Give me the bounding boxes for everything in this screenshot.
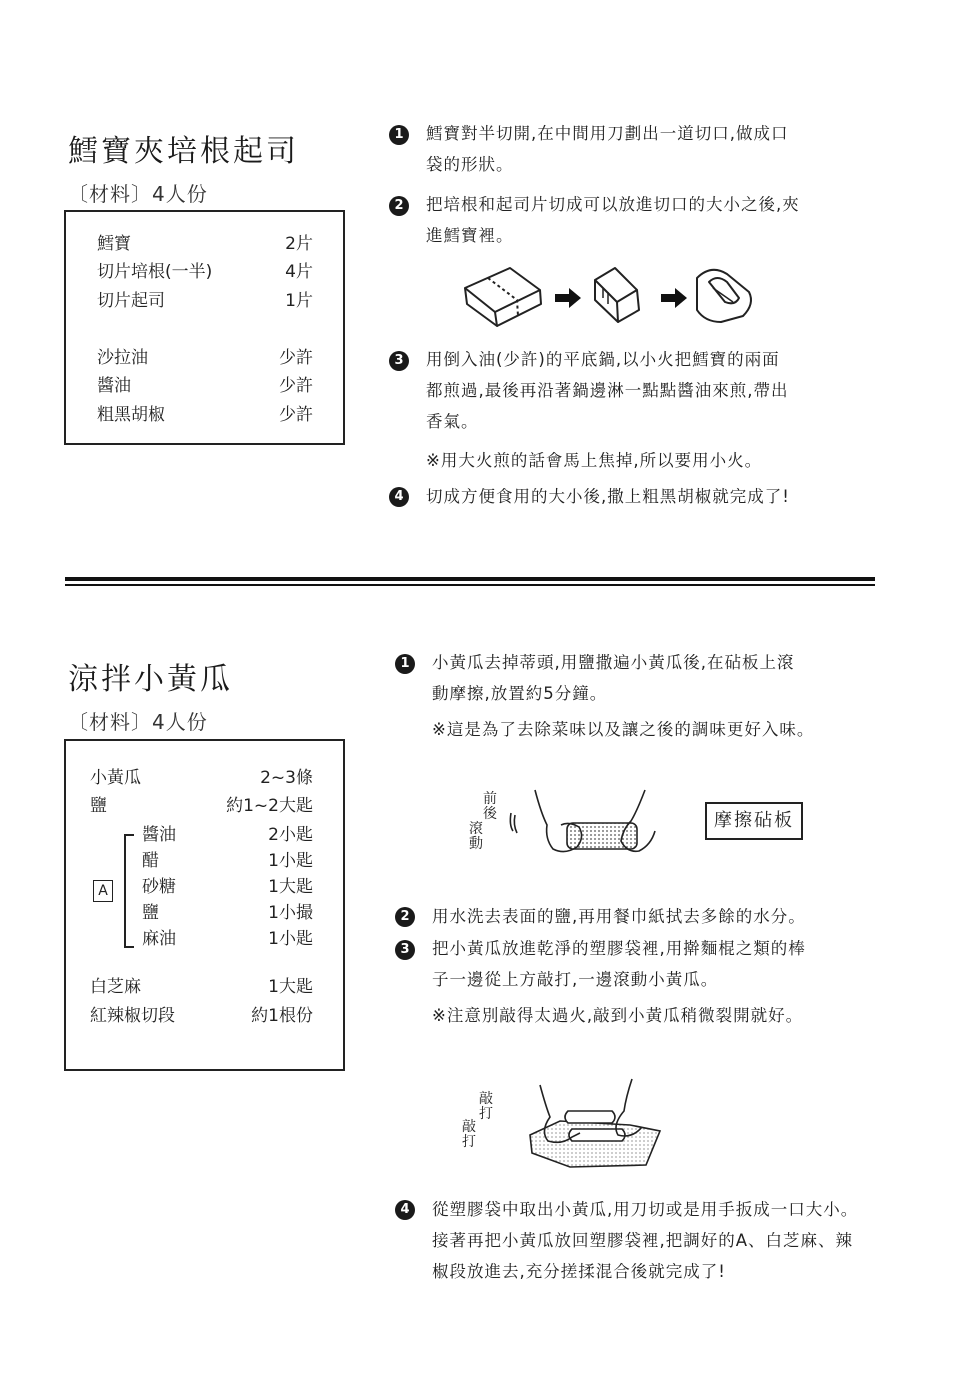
step-line: 鱈寶對半切開,在中間用刀劃出一道切口,做成口 [426,124,789,143]
ingredient-name: 醬油 [142,825,176,845]
ingredient-amount: 少許 [279,348,313,368]
recipe2-step1-note: ※這是為了去除菜味以及讓之後的調味更好入味。 [432,720,815,739]
ingredient-amount: 少許 [279,376,313,396]
step-line: 把培根和起司片切成可以放進切口的大小之後,夾 [426,195,800,214]
recipe1-ingredients-box [64,210,345,445]
ingredient-name: 粗黑胡椒 [97,405,165,425]
step-line: 袋的形狀。 [426,155,514,174]
step-number-badge: 4 [389,487,409,507]
step-line: 椒段放進去,充分搓揉混合後就完成了! [432,1262,726,1281]
ingredient-amount: 4片 [285,262,313,282]
recipe1-step4 [426,481,790,512]
step-line: 子一邊從上方敲打,一邊滾動小黃瓜。 [432,970,719,989]
fishcake-cutting-illustration [455,260,760,335]
ingredient-amount: 1小匙 [268,851,313,871]
ingredient-name: 切片起司 [97,291,165,311]
section-divider-thin [65,584,875,586]
recipe1-step2 [426,189,800,251]
step-line: 香氣。 [426,412,479,431]
group-a-label: A [93,880,113,902]
step-line: 切成方便食用的大小後,撒上粗黑胡椒就完成了! [426,487,790,506]
recipe1-step3 [426,344,789,437]
step-number-badge: 4 [395,1200,415,1220]
ingredient-name: 紅辣椒切段 [90,1006,175,1026]
step-number-badge: 1 [395,654,415,674]
ingredient-amount: 1大匙 [268,877,313,897]
ingredient-name: 沙拉油 [97,348,148,368]
ingredient-name: 小黃瓜 [90,768,141,788]
ingredient-amount: 2~3條 [260,768,313,788]
step-line: 把小黃瓜放進乾淨的塑膠袋裡,用擀麵棍之類的棒 [432,939,806,958]
recipe2-step4 [432,1194,858,1287]
ingredient-name: 醋 [142,851,159,871]
ingredient-name: 鱈寶 [97,234,131,254]
recipe1-materials-label: 〔材料〕4人份 [68,182,208,206]
ingredient-amount: 1片 [285,291,313,311]
recipe1-title: 鱈寶夾培根起司 [68,134,299,169]
step-number-badge: 1 [389,125,409,145]
motion-label-back-forth: 前後 [483,791,497,822]
recipe2-title: 涼拌小黃瓜 [68,662,233,697]
motion-label-pound-2: 敲打 [462,1119,476,1150]
ingredient-name: 鹽 [90,796,107,816]
step-number-badge: 2 [395,907,415,927]
step-line: 用水洗去表面的鹽,再用餐巾紙拭去多餘的水分。 [432,907,806,926]
ingredient-amount: 2片 [285,234,313,254]
ingredient-name: 麻油 [142,929,176,949]
ingredient-name: 白芝麻 [90,977,141,997]
step-number-badge: 2 [389,196,409,216]
illustration-caption-box: 摩擦砧板 [705,802,803,840]
step-line: 接著再把小黃瓜放回塑膠袋裡,把調好的A、白芝麻、辣 [432,1231,854,1250]
step-number-badge: 3 [395,940,415,960]
group-bracket [124,834,134,948]
ingredient-name: 砂糖 [142,877,176,897]
ingredient-amount: 約1~2大匙 [226,796,313,816]
ingredient-amount: 1大匙 [268,977,313,997]
ingredient-amount: 約1根份 [251,1006,313,1026]
step-line: 進鱈寶裡。 [426,226,514,245]
recipe1-step1 [426,118,789,180]
step-line: 小黃瓜去掉蒂頭,用鹽撒遍小黃瓜後,在砧板上滾 [432,653,795,672]
recipe2-ingredients-box [64,739,345,1071]
recipe2-materials-label: 〔材料〕4人份 [68,710,208,734]
ingredient-name: 切片培根(一半) [97,262,213,282]
recipe1-step3-note: ※用大火煎的話會馬上焦掉,所以要用小火。 [426,451,763,470]
ingredient-name: 醬油 [97,376,131,396]
motion-label-pound-1: 敲打 [479,1091,493,1122]
step-line: 用倒入油(少許)的平底鍋,以小火把鱈寶的兩面 [426,350,780,369]
recipe2-step1 [432,647,795,709]
ingredient-amount: 1小撮 [268,903,313,923]
motion-label-rolling: 滾動 [469,821,483,852]
ingredient-amount: 少許 [279,405,313,425]
pounding-cucumber-illustration [510,1075,670,1175]
recipe2-step3-note: ※注意別敲得太過火,敲到小黃瓜稍微裂開就好。 [432,1006,804,1025]
ingredient-amount: 1小匙 [268,929,313,949]
rolling-cucumber-illustration [505,785,670,865]
step-line: 動摩擦,放置約5分鐘。 [432,684,608,703]
ingredient-name: 鹽 [142,903,159,923]
recipe2-step3 [432,933,806,995]
step-line: 從塑膠袋中取出小黃瓜,用刀切或是用手扳成一口大小。 [432,1200,859,1219]
step-line: 都煎過,最後再沿著鍋邊淋一點點醬油來煎,帶出 [426,381,789,400]
ingredient-amount: 2小匙 [268,825,313,845]
section-divider-thick [65,577,875,581]
step-number-badge: 3 [389,351,409,371]
recipe2-step2 [432,901,806,932]
